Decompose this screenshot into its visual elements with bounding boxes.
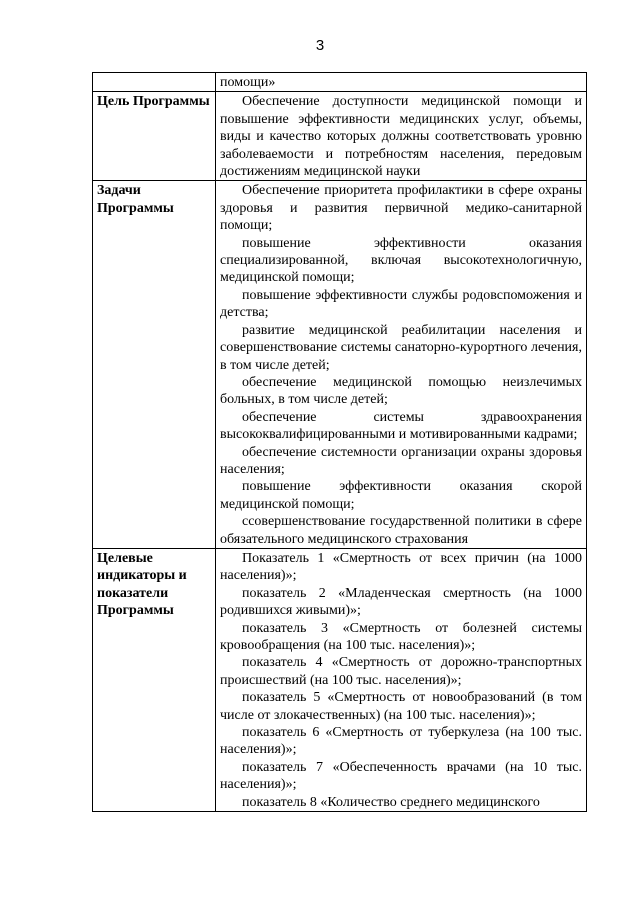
content-paragraph: помощи» bbox=[220, 75, 276, 90]
content-paragraph: показатель 7 «Обеспеченность врачами (на 10 тыс. населения)»; bbox=[220, 759, 582, 793]
content-paragraph: показатель 2 «Младенческая смертность (на 1000 родившихся живыми)»; bbox=[220, 585, 582, 619]
content-paragraph: показатель 4 «Смертность от дорожно-транспортных происшествий (на 100 тыс. населения)»; bbox=[220, 655, 582, 688]
content-paragraph: обеспечение системности организации охраны здоровья населения; bbox=[220, 444, 582, 477]
content-paragraph: Обеспечение приоритета профилактики в сфере охраны здоровья и развития первичной медико-санитарной помощи; bbox=[220, 183, 582, 234]
page-number: 3 bbox=[315, 37, 325, 54]
content-paragraph: показатель 5 «Смертность от новообразований (в том числе от злокачественных) (на 100 тыс. населения)»; bbox=[220, 690, 582, 723]
content-paragraph: обеспечение медицинской помощью неизлечимых больных, в том числе детей; bbox=[220, 374, 582, 408]
content-paragraph: развитие медицинской реабилитации населения и совершенствование системы санаторно-курортного лечения, в том числе детей; bbox=[220, 322, 582, 373]
content-paragraph: Обеспечение доступности медицинской помощи и повышение эффективности медицинских услуг, объемы, виды и качество которых должны соответствовать уровню заболеваемости и потребностям населения, передовым достижениям медицинской науки bbox=[220, 94, 582, 180]
content-paragraph: Показатель 1 «Смертность от всех причин (на 1000 населения)»; bbox=[220, 550, 582, 584]
content-paragraph: повышение эффективности службы родовспоможения и детства; bbox=[220, 287, 582, 321]
row-content bbox=[216, 92, 587, 181]
row-label: Задачи Программы bbox=[93, 181, 216, 549]
table-row-continuation bbox=[93, 73, 587, 92]
content-paragraph: ссовершенствование государственной политики в сфере обязательного медицинского страхования bbox=[220, 514, 582, 547]
content-paragraph: обеспечение системы здравоохранения высококвалифицированными и мотивированными кадрами; bbox=[220, 409, 582, 443]
row-label: Цель Программы bbox=[93, 92, 216, 181]
row-content bbox=[216, 181, 587, 549]
content-paragraph: повышение эффективности оказания специализированной, включая высокотехнологичную, медицинской помощи; bbox=[220, 235, 582, 286]
table-row-indicators bbox=[93, 548, 587, 811]
row-label bbox=[93, 73, 216, 92]
content-paragraph: повышение эффективности оказания скорой медицинской помощи; bbox=[220, 479, 582, 512]
content-paragraph: показатель 6 «Смертность от туберкулеза (на 100 тыс. населения)»; bbox=[220, 725, 582, 758]
program-passport-table bbox=[92, 72, 587, 812]
content-paragraph: показатель 8 «Количество среднего медицинского bbox=[242, 794, 540, 810]
table-row-goal bbox=[93, 92, 587, 181]
table-row-tasks bbox=[93, 181, 587, 549]
row-label: Целевые индикаторы и показатели Программы bbox=[93, 548, 216, 811]
row-content bbox=[216, 548, 587, 811]
content-paragraph: показатель 3 «Смертность от болезней системы кровообращения (на 100 тыс. населения)»; bbox=[220, 620, 582, 653]
row-content bbox=[216, 73, 587, 92]
